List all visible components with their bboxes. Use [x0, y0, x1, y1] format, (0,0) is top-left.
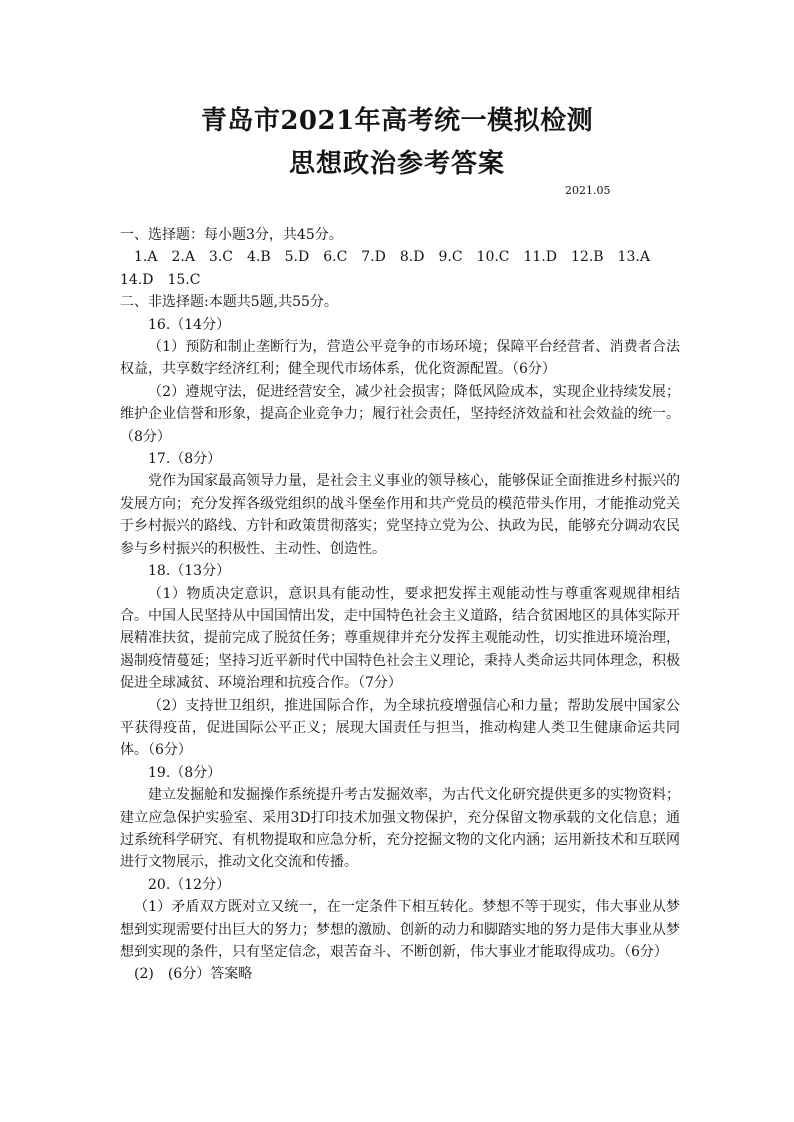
- document-date: 2021.05: [565, 184, 611, 197]
- q19-label: 19.（8分）: [148, 764, 222, 781]
- q17-answer: 党作为国家最高领导力量，是社会主义事业的领导核心，能够保证全面推进乡村振兴的发展方向；充分发挥各级党组织的战斗堡垒作用和共产党员的模范带头作用，才能推动党关于乡村振兴的路线、方针和政策贯彻落实；党坚持立党为公、执政为民，能够充分调动农民参与乡村振兴的积极性、主动性、创造性。: [120, 473, 680, 557]
- page-title: 青岛市2021年高考统一模拟检测: [200, 106, 594, 136]
- answer-body: [120, 224, 680, 986]
- q17-label: 17.（8分）: [148, 451, 222, 468]
- choice-answers-line1: 1.A 2.A 3.C 4.B 5.D 6.C 7.D 8.D 9.C 10.C 11.D 12.B 13.A: [134, 249, 650, 266]
- q20-answer-1: （1）矛盾双方既对立又统一，在一定条件下相互转化。梦想不等于现实，伟大事业从梦想到实现需要付出巨大的努力；梦想的激励、创新的动力和脚踏实地的努力是伟大事业从梦想到实现的条件，只有坚定信念，艰苦奋斗、不断创新，伟大事业才能取得成功。（6分）: [120, 899, 680, 960]
- q16-answer-2: （2）遵规守法，促进经营安全，减少社会损害；降低风险成本，实现企业持续发展；维护企业信誉和形象，提高企业竞争力；履行社会责任，坚持经济效益和社会效益的统一。（8分）: [120, 383, 680, 445]
- q18-answer-1: （1）物质决定意识，意识具有能动性，要求把发挥主观能动性与尊重客观规律相结合。中国人民坚持从中国国情出发，走中国特色社会主义道路，结合贫困地区的具体实际开展精准扶贫，提前完成了脱贫任务；尊重规律并充分发挥主观能动性，切实推进环境治理，遏制疫情蔓延；坚持习近平新时代中国特色社会主义理论，秉持人类命运共同体理念，积极促进全球减贫、环境治理和抗疫合作。（7分）: [120, 585, 680, 692]
- q18-answer-2: （2）支持世卫组织，推进国际合作，为全球抗疫增强信心和力量；帮助发展中国家公平获得疫苗，促进国际公平正义；展现大国责任与担当，推动构建人类卫生健康命运共同体。（6分）: [120, 697, 680, 759]
- q16-answer-1: （1）预防和制止垄断行为，营造公平竞争的市场环境；保障平台经营者、消费者合法权益，共享数字经济红利；健全现代市场体系，优化资源配置。（6分）: [120, 339, 680, 378]
- section2-heading: 二、非选择题:本题共5题,共55分。: [120, 294, 338, 311]
- q16-label: 16.（14分）: [148, 316, 231, 333]
- section1-heading: 一、选择题：每小题3分，共45分。: [120, 227, 343, 243]
- page-subtitle: 思想政治参考答案: [288, 149, 505, 179]
- q20-answer-2: (2) (6分）答案略: [134, 966, 253, 983]
- q19-answer: 建立发掘舱和发掘操作系统提升考古发掘效率，为古代文化研究提供更多的实物资料；建立应急保护实验室、采用3D打印技术加强文物保护，充分保留文物承载的文化信息；通过系统科学研究、有机物提取和应急分析，充分挖掘文物的文化内涵；运用新技术和互联网进行文物展示，推动文化交流和传播。: [120, 787, 680, 871]
- q20-label: 20.（12分）: [148, 876, 231, 893]
- choice-answers-line2: 14.D 15.C: [120, 271, 201, 288]
- q18-label: 18.（13分）: [148, 563, 231, 580]
